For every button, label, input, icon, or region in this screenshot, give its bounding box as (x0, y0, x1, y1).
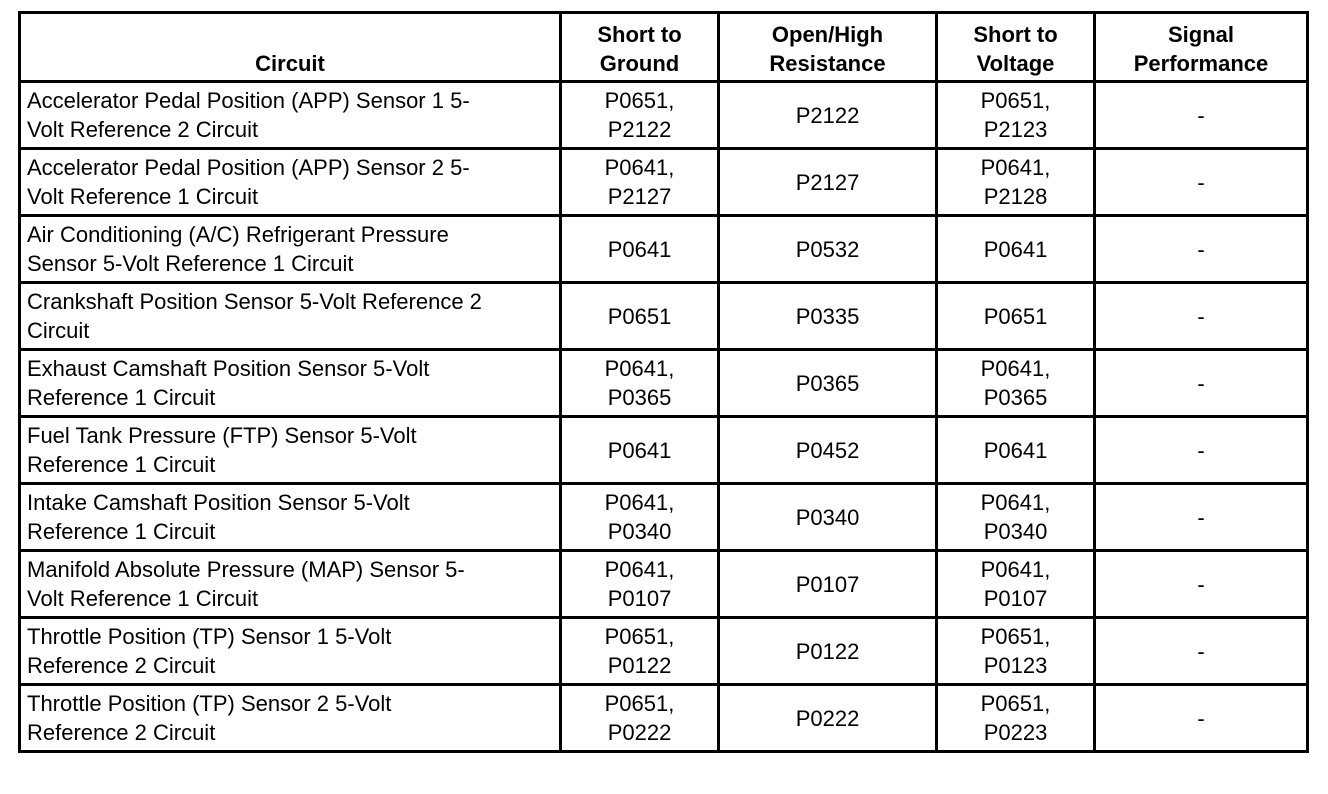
cell-open-high-resistance (719, 618, 937, 685)
cell-open-high-resistance-line: P0340 (795, 504, 860, 530)
table-row (20, 417, 1308, 484)
cell-short-to-ground (561, 685, 719, 752)
cell-short-to-voltage-line: P0651, (980, 88, 1051, 113)
cell-short-to-voltage (937, 82, 1095, 149)
cell-signal-performance (1095, 484, 1308, 551)
cell-short-to-ground (561, 216, 719, 283)
cell-signal-performance (1095, 551, 1308, 618)
cell-circuit (20, 618, 561, 685)
cell-short-to-voltage-line: P0641 (983, 437, 1048, 463)
cell-short-to-voltage-line: P0641, (980, 490, 1051, 515)
cell-circuit-line: Reference 1 Circuit (27, 519, 216, 544)
header-signal-performance-line-1: Signal (1167, 22, 1234, 47)
cell-circuit-line: Crankshaft Position Sensor 5-Volt Reference 2 (27, 289, 482, 314)
cell-short-to-ground-line: P0641 (607, 236, 672, 262)
cell-circuit-line: Fuel Tank Pressure (FTP) Sensor 5-Volt (27, 423, 417, 448)
cell-open-high-resistance-line: P0365 (795, 370, 860, 396)
cell-circuit (20, 350, 561, 417)
cell-signal-performance (1095, 350, 1308, 417)
cell-open-high-resistance (719, 551, 937, 618)
cell-open-high-resistance (719, 82, 937, 149)
cell-short-to-voltage (937, 417, 1095, 484)
cell-short-to-ground (561, 417, 719, 484)
cell-short-to-ground-line: P2122 (607, 117, 672, 142)
cell-circuit-line: Manifold Absolute Pressure (MAP) Sensor 5- (27, 557, 465, 582)
header-open-high-resistance-line-2: Resistance (769, 51, 886, 76)
header-short-to-ground-line-1: Short to (597, 22, 682, 47)
cell-open-high-resistance (719, 685, 937, 752)
cell-short-to-ground-line: P0651, (604, 88, 675, 113)
cell-short-to-voltage-line: P0651, (980, 624, 1051, 649)
cell-signal-performance (1095, 618, 1308, 685)
dtc-circuit-table (18, 11, 1309, 753)
cell-circuit-line: Throttle Position (TP) Sensor 1 5-Volt (27, 624, 392, 649)
cell-short-to-ground-line: P0340 (607, 519, 672, 544)
cell-short-to-ground-line: P0222 (607, 720, 672, 745)
header-short-to-ground-line-2: Ground (599, 51, 680, 76)
cell-signal-performance-line: - (1197, 370, 1205, 396)
cell-circuit (20, 283, 561, 350)
cell-circuit-line: Reference 2 Circuit (27, 720, 216, 745)
cell-short-to-voltage (937, 283, 1095, 350)
header-open-high-resistance (719, 13, 937, 82)
cell-short-to-ground (561, 283, 719, 350)
header-signal-performance-line-2: Performance (1133, 51, 1269, 76)
cell-circuit-line: Reference 1 Circuit (27, 385, 216, 410)
cell-open-high-resistance (719, 350, 937, 417)
cell-circuit (20, 216, 561, 283)
cell-short-to-voltage-line: P0641, (980, 155, 1051, 180)
cell-signal-performance-line: - (1197, 437, 1205, 463)
cell-open-high-resistance (719, 216, 937, 283)
header-circuit-label: Circuit (255, 51, 325, 76)
cell-short-to-voltage (937, 149, 1095, 216)
cell-short-to-ground-line: P0641, (604, 490, 675, 515)
header-signal-performance (1095, 13, 1308, 82)
table-row (20, 685, 1308, 752)
table-row (20, 350, 1308, 417)
cell-open-high-resistance (719, 149, 937, 216)
cell-short-to-ground (561, 82, 719, 149)
dtc-table-container (18, 11, 1306, 753)
cell-short-to-voltage-line: P0651 (983, 303, 1048, 329)
cell-short-to-voltage (937, 618, 1095, 685)
cell-open-high-resistance (719, 417, 937, 484)
cell-signal-performance-line: - (1197, 303, 1205, 329)
cell-circuit-line: Volt Reference 2 Circuit (27, 117, 259, 142)
cell-circuit-line: Reference 2 Circuit (27, 653, 216, 678)
cell-open-high-resistance-line: P0107 (795, 571, 860, 597)
cell-short-to-voltage-line: P0641, (980, 557, 1051, 582)
header-short-to-ground (561, 13, 719, 82)
cell-short-to-ground-line: P0107 (607, 586, 672, 611)
cell-signal-performance-line: - (1197, 102, 1205, 128)
cell-open-high-resistance-line: P2127 (795, 169, 860, 195)
header-short-to-voltage-line-2: Voltage (976, 51, 1055, 76)
cell-short-to-voltage-line: P2123 (983, 117, 1048, 142)
table-row (20, 484, 1308, 551)
cell-short-to-voltage-line: P0641 (983, 236, 1048, 262)
cell-signal-performance (1095, 283, 1308, 350)
cell-short-to-voltage-line: P0340 (983, 519, 1048, 544)
cell-signal-performance (1095, 685, 1308, 752)
cell-open-high-resistance-line: P0452 (795, 437, 860, 463)
cell-circuit-line: Exhaust Camshaft Position Sensor 5-Volt (27, 356, 430, 381)
cell-circuit-line: Accelerator Pedal Position (APP) Sensor 1 5- (27, 88, 470, 113)
cell-circuit (20, 685, 561, 752)
cell-short-to-voltage-line: P2128 (983, 184, 1048, 209)
cell-short-to-ground (561, 350, 719, 417)
cell-signal-performance (1095, 82, 1308, 149)
cell-short-to-voltage-line: P0641, (980, 356, 1051, 381)
cell-circuit-line: Volt Reference 1 Circuit (27, 586, 259, 611)
cell-signal-performance-line: - (1197, 236, 1205, 262)
cell-circuit-line: Volt Reference 1 Circuit (27, 184, 259, 209)
table-row (20, 618, 1308, 685)
table-row (20, 82, 1308, 149)
header-short-to-voltage (937, 13, 1095, 82)
cell-short-to-ground-line: P0641 (607, 437, 672, 463)
cell-signal-performance-line: - (1197, 638, 1205, 664)
cell-open-high-resistance-line: P2122 (795, 102, 860, 128)
cell-short-to-ground-line: P0641, (604, 356, 675, 381)
cell-short-to-ground-line: P0122 (607, 653, 672, 678)
cell-short-to-ground (561, 618, 719, 685)
cell-circuit-line: Circuit (27, 318, 90, 343)
cell-short-to-voltage-line: P0651, (980, 691, 1051, 716)
cell-short-to-voltage-line: P0123 (983, 653, 1048, 678)
table-row (20, 149, 1308, 216)
table-header-row (20, 13, 1308, 82)
cell-short-to-voltage (937, 350, 1095, 417)
cell-short-to-ground-line: P0651 (607, 303, 672, 329)
cell-short-to-voltage-line: P0223 (983, 720, 1048, 745)
cell-circuit (20, 551, 561, 618)
cell-open-high-resistance-line: P0122 (795, 638, 860, 664)
cell-signal-performance (1095, 417, 1308, 484)
cell-circuit (20, 82, 561, 149)
cell-circuit (20, 484, 561, 551)
cell-short-to-ground (561, 551, 719, 618)
cell-circuit-line: Reference 1 Circuit (27, 452, 216, 477)
cell-open-high-resistance (719, 484, 937, 551)
header-open-high-resistance-line-1: Open/High (771, 22, 884, 47)
cell-short-to-voltage (937, 484, 1095, 551)
header-circuit (20, 13, 561, 82)
cell-short-to-ground (561, 149, 719, 216)
cell-circuit-line: Accelerator Pedal Position (APP) Sensor 2 5- (27, 155, 470, 180)
cell-open-high-resistance-line: P0532 (795, 236, 860, 262)
cell-signal-performance-line: - (1197, 504, 1205, 530)
cell-short-to-voltage (937, 216, 1095, 283)
cell-open-high-resistance (719, 283, 937, 350)
cell-circuit-line: Intake Camshaft Position Sensor 5-Volt (27, 490, 410, 515)
table-row (20, 551, 1308, 618)
cell-short-to-voltage (937, 551, 1095, 618)
table-row (20, 216, 1308, 283)
cell-short-to-voltage-line: P0107 (983, 586, 1048, 611)
cell-signal-performance (1095, 216, 1308, 283)
table-body (20, 82, 1308, 752)
cell-short-to-ground (561, 484, 719, 551)
cell-short-to-voltage (937, 685, 1095, 752)
cell-signal-performance-line: - (1197, 705, 1205, 731)
cell-open-high-resistance-line: P0335 (795, 303, 860, 329)
cell-signal-performance-line: - (1197, 571, 1205, 597)
cell-short-to-ground-line: P0651, (604, 624, 675, 649)
cell-short-to-ground-line: P0365 (607, 385, 672, 410)
cell-circuit-line: Air Conditioning (A/C) Refrigerant Pressure (27, 222, 449, 247)
cell-circuit (20, 149, 561, 216)
cell-circuit-line: Sensor 5-Volt Reference 1 Circuit (27, 251, 354, 276)
cell-circuit-line: Throttle Position (TP) Sensor 2 5-Volt (27, 691, 392, 716)
cell-circuit (20, 417, 561, 484)
header-short-to-voltage-line-1: Short to (973, 22, 1058, 47)
cell-signal-performance (1095, 149, 1308, 216)
cell-short-to-voltage-line: P0365 (983, 385, 1048, 410)
cell-short-to-ground-line: P0641, (604, 155, 675, 180)
cell-signal-performance-line: - (1197, 169, 1205, 195)
table-row (20, 283, 1308, 350)
cell-short-to-ground-line: P0641, (604, 557, 675, 582)
cell-short-to-ground-line: P0651, (604, 691, 675, 716)
cell-short-to-ground-line: P2127 (607, 184, 672, 209)
cell-open-high-resistance-line: P0222 (795, 705, 860, 731)
